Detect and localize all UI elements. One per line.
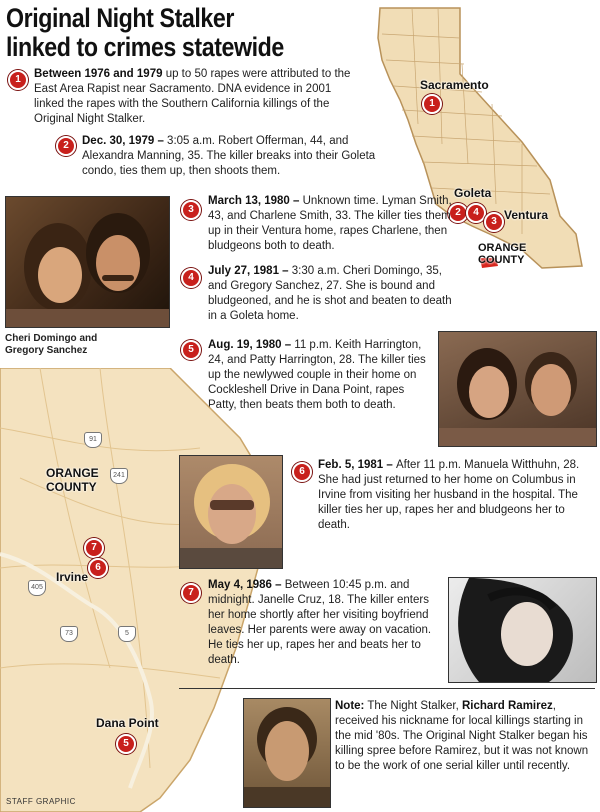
entry-marker-3: 3 xyxy=(181,200,201,220)
state-marker-3: 3 xyxy=(484,212,504,232)
entry-5-date: Aug. 19, 1980 – xyxy=(208,339,295,351)
entry-3 xyxy=(208,194,452,254)
highway-241-icon: 241 xyxy=(110,468,128,484)
entry-1-date: Between 1976 and 1979 xyxy=(34,68,163,80)
entry-marker-6: 6 xyxy=(292,462,312,482)
entry-7-text: Between 10:45 p.m. and midnight. Janelle Cruz, 18. The killer enters her home shortly after her visiting boyfriend leaves. Her parents were away on vacation. He ties her up, rapes her and beats her to death. xyxy=(208,579,432,666)
entry-2-date: Dec. 30, 1979 – xyxy=(82,135,168,147)
headline xyxy=(6,4,316,62)
note-text-2: , received his nickname for local killings starting in the mid '80s. The Original Night Stalker began his killing spree before Ramirez, but it was not known to be the work of one serial killer until recently. xyxy=(335,700,589,772)
entry-marker-7: 7 xyxy=(181,583,201,603)
label-ventura: Ventura xyxy=(504,208,549,222)
entry-marker-5: 5 xyxy=(181,340,201,360)
entry-marker-1: 1 xyxy=(8,70,28,90)
photo-domingo-sanchez-art xyxy=(6,197,169,327)
oc-marker-7: 7 xyxy=(84,538,104,558)
entry-4-date: July 27, 1981 – xyxy=(208,265,292,277)
photo-cruz-art xyxy=(449,578,596,682)
entry-2 xyxy=(82,134,382,179)
entry-5-text: 11 p.m. Keith Harrington, 24, and Patty Harrington, 28. The killer ties up the newlywed couple in their home on Cockleshell Drive in Dana Point, rapes Patty, then beats them both to death. xyxy=(208,339,426,411)
entry-4-text: 3:30 a.m. Cheri Domingo, 35, and Gregory Sanchez, 27. She is bound and bludgeoned, and he is shot and beaten to death in a Goleta home. xyxy=(208,265,452,322)
entry-marker-4: 4 xyxy=(181,268,201,288)
entry-2-text: 3:05 a.m. Robert Offerman, 44, and Alexandra Manning, 35. The killer breaks into their Goleta condo, ties them up, then shoots them. xyxy=(82,135,376,177)
photo-ramirez xyxy=(243,698,331,808)
oc-marker-6: 6 xyxy=(88,558,108,578)
photo-harrington xyxy=(438,331,597,447)
photo-witthuhn-art xyxy=(180,456,282,568)
note-label: Note: xyxy=(335,700,365,712)
highway-405-icon: 405 xyxy=(28,580,46,596)
entry-1 xyxy=(34,67,364,127)
entry-3-date: March 13, 1980 – xyxy=(208,195,303,207)
entry-7 xyxy=(208,578,444,668)
entry-3-text: Unknown time. Lyman Smith, 43, and Charlene Smith, 33. The killer ties them up in their Ventura home, rapes Charlene, then bludgeons both to death. xyxy=(208,195,452,252)
entry-6 xyxy=(318,458,588,533)
photo-witthuhn xyxy=(179,455,283,569)
entry-marker-2: 2 xyxy=(56,136,76,156)
photo-cruz xyxy=(448,577,597,683)
label-orange-county-oc: ORANGE COUNTY xyxy=(46,466,99,494)
photo-caption: Cheri Domingo and Gregory Sanchez xyxy=(5,333,98,356)
headline-line-2: linked to crimes statewide xyxy=(6,32,284,62)
label-dana-point: Dana Point xyxy=(96,716,159,730)
state-marker-1: 1 xyxy=(422,94,442,114)
entry-7-date: May 4, 1986 – xyxy=(208,579,285,591)
entry-6-date: Feb. 5, 1981 – xyxy=(318,459,396,471)
staff-graphic-credit: STAFF GRAPHIC xyxy=(6,797,76,806)
photo-ramirez-art xyxy=(244,699,330,807)
oc-marker-5: 5 xyxy=(116,734,136,754)
photo-harrington-art xyxy=(439,332,596,446)
note-text-1: The Night Stalker, xyxy=(364,700,462,712)
highway-73-icon: 73 xyxy=(60,626,78,642)
entry-6-text: After 11 p.m. Manuela Witthuhn, 28. She had just returned to her home on Columbus in Irvine from visiting her husband in the hospital. The killer ties her up, rapes her and bludgeons her to death. xyxy=(318,459,580,531)
note-block xyxy=(335,699,593,774)
entry-4 xyxy=(208,264,452,324)
highway-5-icon: 5 xyxy=(118,626,136,642)
label-goleta: Goleta xyxy=(454,186,492,200)
state-marker-2: 2 xyxy=(448,203,468,223)
highway-91-icon: 91 xyxy=(84,432,102,448)
label-irvine: Irvine xyxy=(56,570,89,584)
photo-domingo-sanchez xyxy=(5,196,170,328)
label-orange-county-state: ORANGE COUNTY xyxy=(478,242,527,266)
note-name: Richard Ramirez xyxy=(461,700,553,712)
entry-1-text: up to 50 rapes were attributed to the East Area Rapist near Sacramento. DNA evidence in 2001 linked the rapes with the Southern California killings of the Original Night Stalker. xyxy=(34,68,351,125)
state-marker-4: 4 xyxy=(466,203,486,223)
label-sacramento: Sacramento xyxy=(420,78,489,92)
note-divider xyxy=(179,688,595,689)
headline-line-1: Original Night Stalker xyxy=(6,3,234,33)
